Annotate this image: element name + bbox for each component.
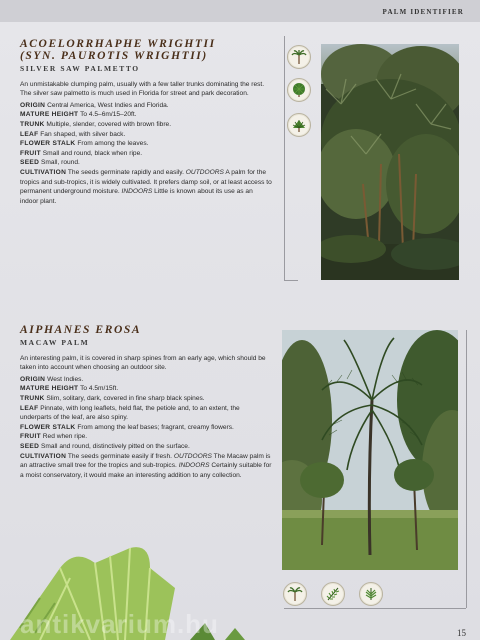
entry-title-synonym: (SYN. PAUROTIS WRIGHTII) <box>20 50 208 62</box>
trunk-row: TRUNK Slim, solitary, dark, covered in fine sharp black spines. <box>20 394 205 402</box>
flower-row: FLOWER STALK From among the leaf bases; fragrant, creamy flowers. <box>20 423 234 431</box>
divider-line <box>284 608 466 609</box>
bushy-palm-icon <box>287 78 311 102</box>
origin-row: ORIGIN West Indies. <box>20 375 84 383</box>
fruit-row: FRUIT Red when ripe. <box>20 433 88 441</box>
seed-row: SEED Small, round. <box>20 159 80 167</box>
entry-title: AIPHANES EROSA <box>20 324 142 336</box>
divider-line <box>466 330 467 608</box>
palm-tree-icon <box>287 45 311 69</box>
leaf-row: LEAF Fan shaped, with silver back. <box>20 130 126 138</box>
origin-row: ORIGIN Central America, West Indies and Florida. <box>20 101 169 109</box>
fan-palm-icon <box>287 113 311 137</box>
trunk-row: TRUNK Multiple, slender, covered with brown fibre. <box>20 120 172 128</box>
feather-leaf-icon <box>321 582 345 606</box>
palm-entry-aiphanes <box>20 324 272 480</box>
height-row: MATURE HEIGHT To 4.5–6m/15–20ft. <box>20 111 137 119</box>
running-head: PALM IDENTIFIER <box>382 8 464 16</box>
palm-tree-icon <box>283 582 307 606</box>
leaf-row: LEAF Pinnate, with long leaflets, held flat, the petiole and, to an extent, the underparts of the leaf, are also spiny. <box>20 404 240 422</box>
silver-saw-palmetto-photo <box>321 44 459 280</box>
page-number: 15 <box>457 628 466 638</box>
entry-title: ACOELORRHAPHE WRIGHTII <box>20 38 216 50</box>
common-name: SILVER SAW PALMETTO <box>20 64 140 73</box>
fan-leaf-icon <box>359 582 383 606</box>
macaw-palm-photo <box>282 330 458 570</box>
divider-line <box>284 36 285 280</box>
divider-line <box>284 280 298 281</box>
entry-intro: An unmistakable clumping palm, usually with a few taller trunks dominating the rest. The silver saw palmetto is much used in Florida for street and park decoration. <box>20 80 265 98</box>
cultivation-row: CULTIVATION The seeds germinate rapidly and easily. OUTDOORS A palm for the tropics and sub-tropics, it is widely cultivated. It prefers damp soil, or at least access to permanent underground moisture. INDOORS Little is known about its use as an indoor plant. <box>20 168 272 205</box>
palm-entry-acoelorrhaphe <box>20 38 272 206</box>
flower-row: FLOWER STALK From among the leaves. <box>20 140 149 148</box>
cultivation-row: CULTIVATION The seeds germinate easily if fresh. OUTDOORS The Macaw palm is an attractive small tree for the tropics and sub-tropics. INDOORS Certainly suitable for a moist conservatory, it would make an interesting addition to any collection. <box>20 452 272 479</box>
seed-row: SEED Small and round, distinctively pitted on the surface. <box>20 442 190 450</box>
fruit-row: FRUIT Small and round, black when ripe. <box>20 149 143 157</box>
height-row: MATURE HEIGHT To 4.5m/15ft. <box>20 385 119 393</box>
entry-intro: An interesting palm, it is covered in sharp spines from an early age, which should be taken into account when choosing an outdoor site. <box>20 354 266 372</box>
watermark: antikvarium.hu <box>20 609 219 639</box>
common-name: MACAW PALM <box>20 338 90 347</box>
